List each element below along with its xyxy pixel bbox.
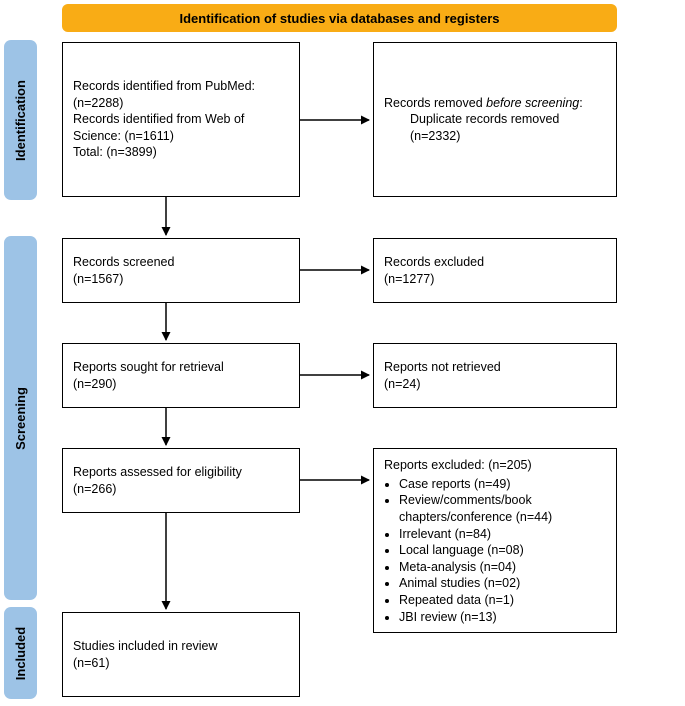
- stage-label-screening: [4, 236, 37, 600]
- records-removed-emphasis: before screening: [486, 95, 580, 110]
- records-screened-line-1: Records screened: [73, 254, 175, 269]
- studies-included-line-2: (n=61): [73, 655, 110, 670]
- records-excluded-line-2: (n=1277): [384, 271, 435, 286]
- excluded-item-repeated-data: • Repeated data (n=1): [399, 592, 606, 609]
- banner-title-text: Identification of studies via databases and registers: [179, 10, 500, 26]
- records-removed-suffix: :: [579, 95, 583, 110]
- reports-sought-line-2: (n=290): [73, 376, 117, 391]
- excluded-item-irrelevant: • Irrelevant (n=84): [399, 526, 606, 543]
- reports-not-retrieved-line-1: Reports not retrieved: [384, 359, 501, 374]
- studies-included-line-1: Studies included in review: [73, 638, 218, 653]
- reports-assessed-line-2: (n=266): [73, 481, 117, 496]
- excluded-item-local-language: • Local language (n=08): [399, 542, 606, 559]
- box-records-screened: [62, 238, 300, 303]
- records-screened-line-2: (n=1567): [73, 271, 124, 286]
- box-studies-included: [62, 612, 300, 697]
- box-records-removed: [373, 42, 617, 197]
- box-reports-excluded: [373, 448, 617, 633]
- box-records-excluded: [373, 238, 617, 303]
- records-identified-line-3: Total: (n=3899): [73, 145, 157, 160]
- stage-included-text: Included: [13, 626, 29, 680]
- stage-label-included: [4, 607, 37, 699]
- excluded-item-case-reports: • Case reports (n=49): [399, 476, 606, 493]
- records-excluded-line-1: Records excluded: [384, 254, 485, 269]
- records-removed-line: [384, 95, 606, 112]
- reports-excluded-list: [384, 476, 606, 626]
- excluded-item-meta-analysis: • Meta-analysis (n=04): [399, 559, 606, 576]
- reports-sought-line-1: Reports sought for retrieval: [73, 359, 224, 374]
- excluded-item-review-comments: • Review/comments/book chapters/conference (n=44): [399, 492, 606, 525]
- banner-title: [62, 4, 617, 32]
- box-reports-sought: [62, 343, 300, 408]
- reports-not-retrieved-line-2: (n=24): [384, 376, 421, 391]
- box-reports-not-retrieved: [373, 343, 617, 408]
- stage-label-identification: [4, 40, 37, 200]
- reports-excluded-header: Reports excluded: (n=205): [384, 458, 532, 472]
- stage-screening-text: Screening: [13, 386, 29, 450]
- excluded-item-animal-studies: • Animal studies (n=02): [399, 575, 606, 592]
- records-identified-line-2: Records identified from Web of Science: (n=1611): [73, 112, 245, 143]
- duplicate-records-line: Duplicate records removed (n=2332): [410, 112, 560, 143]
- excluded-item-jbi-review: • JBI review (n=13): [399, 609, 606, 626]
- records-identified-line-1: Records identified from PubMed: (n=2288): [73, 78, 256, 110]
- records-removed-prefix: Records removed: [384, 95, 487, 110]
- stage-identification-text: Identification: [13, 79, 29, 161]
- box-records-identified: [62, 42, 300, 197]
- reports-assessed-line-1: Reports assessed for eligibility: [73, 464, 242, 479]
- box-reports-assessed: [62, 448, 300, 513]
